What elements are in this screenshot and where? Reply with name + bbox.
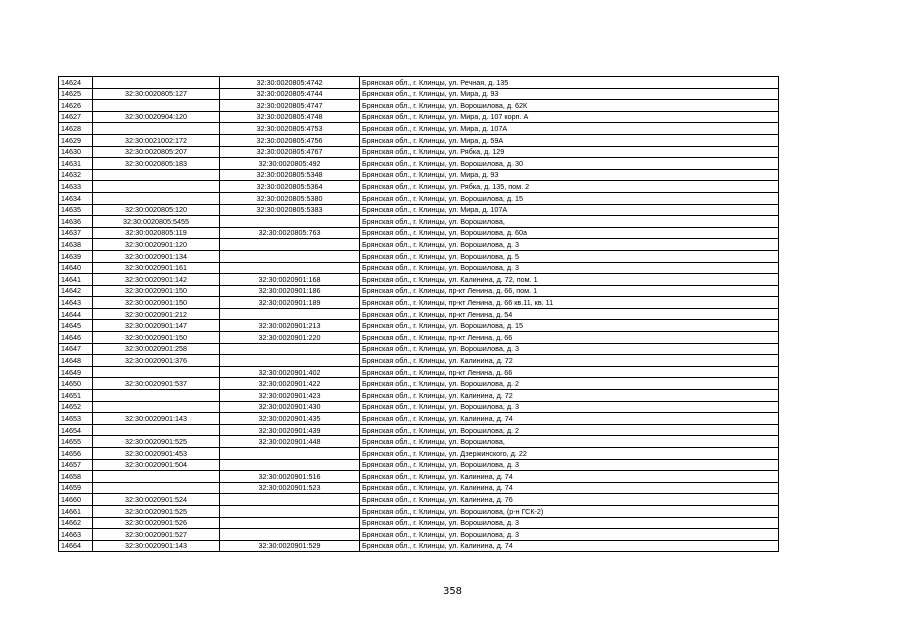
row-number-cell: 14641: [59, 274, 93, 286]
table-row: [59, 390, 779, 402]
address-cell: Брянская обл., г. Клинцы, ул. Ворошилова, д. 3: [360, 529, 779, 541]
table-row: [59, 181, 779, 193]
object-number-cell: 32:30:0020901:186: [220, 285, 360, 297]
parcel-number-cell: 32:30:0020904:120: [93, 111, 220, 123]
address-cell: Брянская обл., г. Клинцы, ул. Ворошилова, д. 2: [360, 378, 779, 390]
row-number-cell: 14624: [59, 77, 93, 89]
row-number-cell: 14661: [59, 505, 93, 517]
parcel-number-cell: 32:30:0020901:143: [93, 540, 220, 552]
row-number-cell: 14637: [59, 227, 93, 239]
parcel-number-cell: [93, 123, 220, 135]
table-row: [59, 482, 779, 494]
table-row: [59, 378, 779, 390]
table-row: [59, 77, 779, 89]
object-number-cell: 32:30:0020901:423: [220, 390, 360, 402]
table-row: [59, 100, 779, 112]
address-cell: Брянская обл., г. Клинцы, ул. Ворошилова, д. 5: [360, 250, 779, 262]
row-number-cell: 14646: [59, 332, 93, 344]
table-row: [59, 146, 779, 158]
address-cell: Брянская обл., г. Клинцы, ул. Рябка, д. 129: [360, 146, 779, 158]
row-number-cell: 14657: [59, 459, 93, 471]
parcel-number-cell: [93, 424, 220, 436]
parcel-number-cell: 32:30:0020901:212: [93, 308, 220, 320]
object-number-cell: [220, 250, 360, 262]
address-cell: Брянская обл., г. Клинцы, ул. Ворошилова, д. 60а: [360, 227, 779, 239]
address-cell: Брянская обл., г. Клинцы, ул. Ворошилова, д. 15: [360, 192, 779, 204]
object-number-cell: 32:30:0020805:4742: [220, 77, 360, 89]
row-number-cell: 14653: [59, 413, 93, 425]
row-number-cell: 14654: [59, 424, 93, 436]
object-number-cell: [220, 343, 360, 355]
object-number-cell: 32:30:0020805:4747: [220, 100, 360, 112]
table-row: [59, 274, 779, 286]
table-row: [59, 123, 779, 135]
object-number-cell: 32:30:0020805:5380: [220, 192, 360, 204]
object-number-cell: 32:30:0020805:4748: [220, 111, 360, 123]
row-number-cell: 14656: [59, 448, 93, 460]
table-row: [59, 88, 779, 100]
object-number-cell: 32:30:0020805:4756: [220, 134, 360, 146]
parcel-number-cell: 32:30:0020901:142: [93, 274, 220, 286]
table-row: [59, 216, 779, 228]
table-row: [59, 517, 779, 529]
row-number-cell: 14630: [59, 146, 93, 158]
object-number-cell: 32:30:0020901:516: [220, 471, 360, 483]
parcel-number-cell: 32:30:0020901:504: [93, 459, 220, 471]
parcel-number-cell: 32:30:0020901:525: [93, 505, 220, 517]
row-number-cell: 14640: [59, 262, 93, 274]
address-cell: Брянская обл., г. Клинцы, ул. Дзержинского, д. 22: [360, 448, 779, 460]
address-cell: Брянская обл., г. Клинцы, ул. Калинина, д. 72, пом. 1: [360, 274, 779, 286]
parcel-number-cell: 32:30:0020901:161: [93, 262, 220, 274]
table-row: [59, 262, 779, 274]
row-number-cell: 14631: [59, 158, 93, 170]
table-row: [59, 308, 779, 320]
object-number-cell: 32:30:0020805:763: [220, 227, 360, 239]
table-row: [59, 401, 779, 413]
object-number-cell: 32:30:0020805:492: [220, 158, 360, 170]
address-cell: Брянская обл., г. Клинцы, ул. Ворошилова, д. 2: [360, 424, 779, 436]
address-cell: Брянская обл., г. Клинцы, ул. Ворошилова, д. 3: [360, 262, 779, 274]
address-cell: Брянская обл., г. Клинцы, ул. Ворошилова, д. 30: [360, 158, 779, 170]
row-number-cell: 14652: [59, 401, 93, 413]
object-number-cell: 32:30:0020901:430: [220, 401, 360, 413]
row-number-cell: 14629: [59, 134, 93, 146]
parcel-number-cell: 32:30:0020901:143: [93, 413, 220, 425]
table-row: [59, 285, 779, 297]
parcel-number-cell: [93, 401, 220, 413]
table-row: [59, 297, 779, 309]
parcel-number-cell: 32:30:0020901:150: [93, 332, 220, 344]
object-number-cell: 32:30:0020901:189: [220, 297, 360, 309]
parcel-number-cell: 32:30:0020901:147: [93, 320, 220, 332]
object-number-cell: 32:30:0020805:4753: [220, 123, 360, 135]
table-row: [59, 343, 779, 355]
object-number-cell: 32:30:0020805:5348: [220, 169, 360, 181]
parcel-number-cell: 32:30:0020901:526: [93, 517, 220, 529]
address-cell: Брянская обл., г. Клинцы, ул. Ворошилова, д. 3: [360, 459, 779, 471]
object-number-cell: 32:30:0020901:439: [220, 424, 360, 436]
row-number-cell: 14626: [59, 100, 93, 112]
address-cell: Брянская обл., г. Клинцы, ул. Калинина, д. 74: [360, 413, 779, 425]
object-number-cell: 32:30:0020901:168: [220, 274, 360, 286]
row-number-cell: 14625: [59, 88, 93, 100]
address-cell: Брянская обл., г. Клинцы, ул. Ворошилова,: [360, 436, 779, 448]
object-number-cell: 32:30:0020901:448: [220, 436, 360, 448]
table-row: [59, 239, 779, 251]
parcel-number-cell: 32:30:0020805:119: [93, 227, 220, 239]
parcel-number-cell: 32:30:0020805:183: [93, 158, 220, 170]
parcel-number-cell: 32:30:0020805:207: [93, 146, 220, 158]
table-row: [59, 529, 779, 541]
parcel-number-cell: [93, 471, 220, 483]
parcel-number-cell: [93, 390, 220, 402]
parcel-number-cell: 32:30:0020901:376: [93, 355, 220, 367]
table-row: [59, 424, 779, 436]
parcel-number-cell: 32:30:0020805:5455: [93, 216, 220, 228]
row-number-cell: 14649: [59, 366, 93, 378]
parcel-number-cell: 32:30:0020901:134: [93, 250, 220, 262]
object-number-cell: 32:30:0020901:435: [220, 413, 360, 425]
address-cell: Брянская обл., г. Клинцы, пр-кт Ленина, д. 66: [360, 366, 779, 378]
table-row: [59, 192, 779, 204]
address-cell: Брянская обл., г. Клинцы, ул. Калинина, д. 74: [360, 482, 779, 494]
object-number-cell: 32:30:0020805:5364: [220, 181, 360, 193]
row-number-cell: 14633: [59, 181, 93, 193]
parcel-number-cell: 32:30:0020901:453: [93, 448, 220, 460]
parcel-number-cell: [93, 181, 220, 193]
table-row: [59, 134, 779, 146]
row-number-cell: 14651: [59, 390, 93, 402]
table-row: [59, 204, 779, 216]
row-number-cell: 14628: [59, 123, 93, 135]
object-number-cell: [220, 494, 360, 506]
parcel-number-cell: 32:30:0020901:258: [93, 343, 220, 355]
parcel-number-cell: 32:30:0020901:537: [93, 378, 220, 390]
row-number-cell: 14644: [59, 308, 93, 320]
parcel-number-cell: [93, 169, 220, 181]
table-row: [59, 540, 779, 552]
row-number-cell: 14650: [59, 378, 93, 390]
object-number-cell: [220, 239, 360, 251]
address-cell: Брянская обл., г. Клинцы, ул. Калинина, д. 72: [360, 390, 779, 402]
row-number-cell: 14647: [59, 343, 93, 355]
object-number-cell: [220, 448, 360, 460]
address-cell: Брянская обл., г. Клинцы, пр-кт Ленина, д. 66 кв.11, кв. 11: [360, 297, 779, 309]
table-row: [59, 111, 779, 123]
row-number-cell: 14632: [59, 169, 93, 181]
object-number-cell: [220, 355, 360, 367]
table-row: [59, 505, 779, 517]
address-cell: Брянская обл., г. Клинцы, ул. Мира, д. 93: [360, 169, 779, 181]
object-number-cell: [220, 216, 360, 228]
parcel-number-cell: [93, 100, 220, 112]
table-row: [59, 227, 779, 239]
address-cell: Брянская обл., г. Клинцы, ул. Ворошилова,: [360, 216, 779, 228]
object-number-cell: [220, 517, 360, 529]
object-number-cell: [220, 529, 360, 541]
parcel-number-cell: 32:30:0020901:527: [93, 529, 220, 541]
object-number-cell: 32:30:0020805:4767: [220, 146, 360, 158]
address-cell: Брянская обл., г. Клинцы, ул. Калинина, д. 74: [360, 540, 779, 552]
row-number-cell: 14664: [59, 540, 93, 552]
address-cell: Брянская обл., г. Клинцы, ул. Ворошилова, д. 3: [360, 401, 779, 413]
row-number-cell: 14642: [59, 285, 93, 297]
address-cell: Брянская обл., г. Клинцы, ул. Калинина, д. 72: [360, 355, 779, 367]
row-number-cell: 14648: [59, 355, 93, 367]
row-number-cell: 14659: [59, 482, 93, 494]
object-number-cell: 32:30:0020901:529: [220, 540, 360, 552]
object-number-cell: [220, 262, 360, 274]
row-number-cell: 14662: [59, 517, 93, 529]
row-number-cell: 14663: [59, 529, 93, 541]
address-cell: Брянская обл., г. Клинцы, ул. Ворошилова, д. 3: [360, 517, 779, 529]
table-row: [59, 250, 779, 262]
address-cell: Брянская обл., г. Клинцы, ул. Рябка, д. 135, пом. 2: [360, 181, 779, 193]
table-row: [59, 320, 779, 332]
table-row: [59, 448, 779, 460]
address-cell: Брянская обл., г. Клинцы, пр-кт Ленина, д. 66: [360, 332, 779, 344]
parcel-number-cell: 32:30:0020901:150: [93, 297, 220, 309]
object-number-cell: 32:30:0020901:402: [220, 366, 360, 378]
address-cell: Брянская обл., г. Клинцы, ул. Калинина, д. 74: [360, 471, 779, 483]
table-row: [59, 158, 779, 170]
parcel-number-cell: 32:30:0020901:524: [93, 494, 220, 506]
table-row: [59, 459, 779, 471]
address-cell: Брянская обл., г. Клинцы, ул. Мира, д. 93: [360, 88, 779, 100]
parcel-number-cell: [93, 366, 220, 378]
row-number-cell: 14645: [59, 320, 93, 332]
table-row: [59, 494, 779, 506]
address-cell: Брянская обл., г. Клинцы, ул. Ворошилова, д. 3: [360, 343, 779, 355]
row-number-cell: 14638: [59, 239, 93, 251]
table-row: [59, 169, 779, 181]
address-cell: Брянская обл., г. Клинцы, ул. Калинина, д. 76: [360, 494, 779, 506]
address-cell: Брянская обл., г. Клинцы, ул. Речная, д. 135: [360, 77, 779, 89]
object-number-cell: [220, 505, 360, 517]
row-number-cell: 14660: [59, 494, 93, 506]
object-number-cell: [220, 308, 360, 320]
address-cell: Брянская обл., г. Клинцы, ул. Ворошилова, д. 62К: [360, 100, 779, 112]
page-number: 358: [442, 586, 463, 597]
object-number-cell: 32:30:0020901:422: [220, 378, 360, 390]
row-number-cell: 14634: [59, 192, 93, 204]
object-number-cell: 32:30:0020901:213: [220, 320, 360, 332]
row-number-cell: 14643: [59, 297, 93, 309]
object-number-cell: 32:30:0020901:523: [220, 482, 360, 494]
address-cell: Брянская обл., г. Клинцы, ул. Ворошилова, д. 3: [360, 239, 779, 251]
parcel-number-cell: 32:30:0020901:525: [93, 436, 220, 448]
registry-table-body: [59, 77, 779, 552]
object-number-cell: 32:30:0020805:5383: [220, 204, 360, 216]
address-cell: Брянская обл., г. Клинцы, ул. Мира, д. 107 корп. А: [360, 111, 779, 123]
row-number-cell: 14655: [59, 436, 93, 448]
address-cell: Брянская обл., г. Клинцы, ул. Ворошилова, д. 15: [360, 320, 779, 332]
table-row: [59, 413, 779, 425]
object-number-cell: [220, 459, 360, 471]
address-cell: Брянская обл., г. Клинцы, пр-кт Ленина, д. 66, пом. 1: [360, 285, 779, 297]
parcel-number-cell: 32:30:0020901:120: [93, 239, 220, 251]
parcel-number-cell: 32:30:0020805:127: [93, 88, 220, 100]
row-number-cell: 14639: [59, 250, 93, 262]
row-number-cell: 14635: [59, 204, 93, 216]
row-number-cell: 14658: [59, 471, 93, 483]
address-cell: Брянская обл., г. Клинцы, ул. Мира, д. 59А: [360, 134, 779, 146]
address-cell: Брянская обл., г. Клинцы, пр-кт Ленина, д. 54: [360, 308, 779, 320]
table-row: [59, 436, 779, 448]
object-number-cell: 32:30:0020901:220: [220, 332, 360, 344]
object-number-cell: 32:30:0020805:4744: [220, 88, 360, 100]
parcel-number-cell: [93, 482, 220, 494]
row-number-cell: 14636: [59, 216, 93, 228]
address-cell: Брянская обл., г. Клинцы, ул. Мира, д. 107А: [360, 204, 779, 216]
address-cell: Брянская обл., г. Клинцы, ул. Ворошилова, (р-н ГСК-2): [360, 505, 779, 517]
row-number-cell: 14627: [59, 111, 93, 123]
parcel-number-cell: 32:30:0020805:120: [93, 204, 220, 216]
table-row: [59, 471, 779, 483]
parcel-number-cell: 32:30:0021002:172: [93, 134, 220, 146]
table-row: [59, 332, 779, 344]
address-cell: Брянская обл., г. Клинцы, ул. Мира, д. 107А: [360, 123, 779, 135]
table-row: [59, 355, 779, 367]
registry-table: [58, 76, 779, 552]
parcel-number-cell: [93, 77, 220, 89]
parcel-number-cell: 32:30:0020901:150: [93, 285, 220, 297]
parcel-number-cell: [93, 192, 220, 204]
table-row: [59, 366, 779, 378]
